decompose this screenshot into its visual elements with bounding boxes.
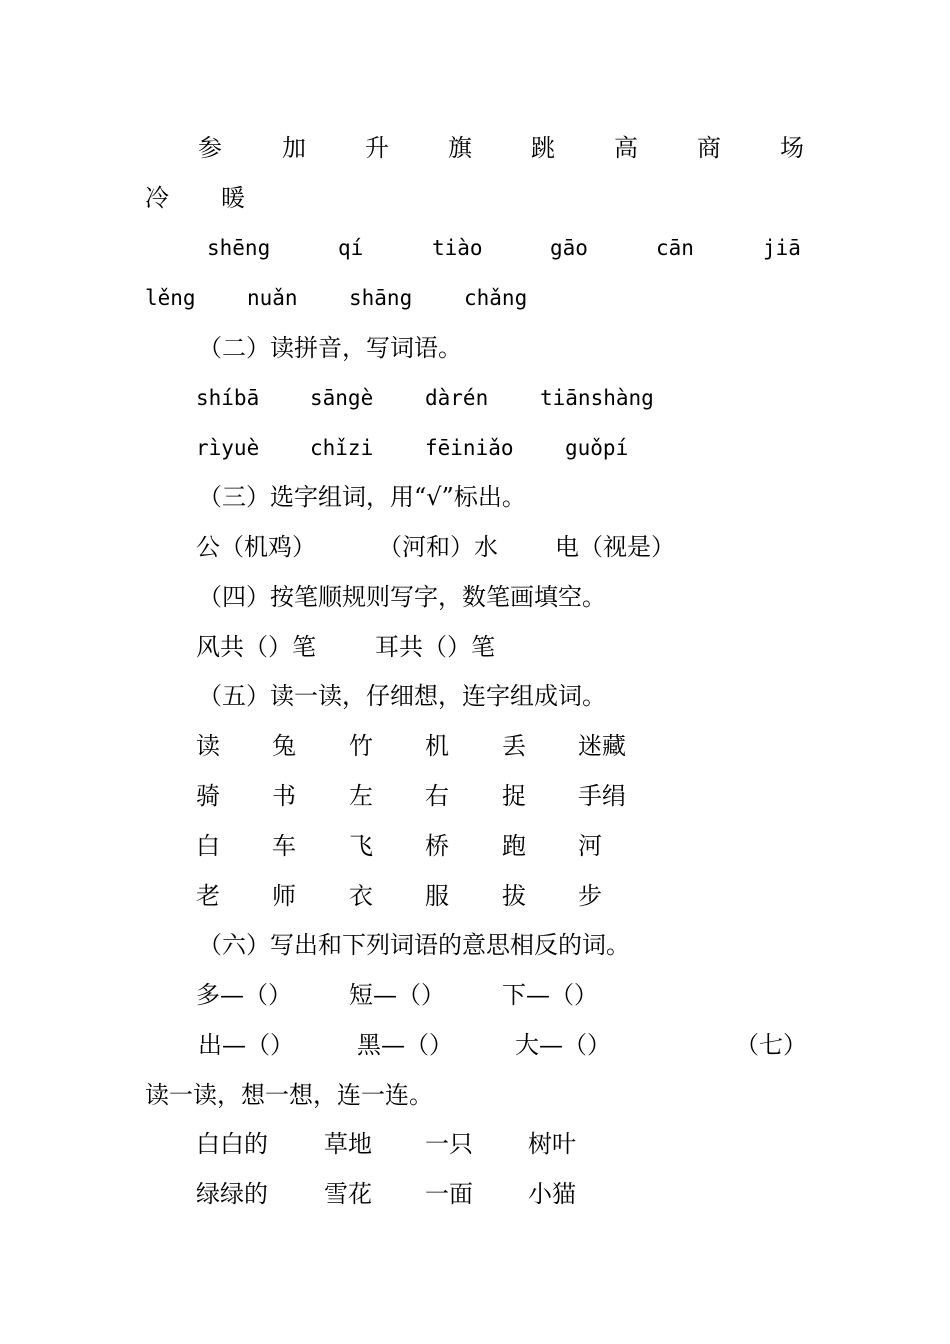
char: 冷 <box>145 184 169 212</box>
char: 暖 <box>221 184 245 212</box>
item: 电（视是） <box>555 533 675 561</box>
char: 服 <box>425 882 449 910</box>
item: 出—（） <box>198 1031 294 1059</box>
item: 白白的 <box>196 1130 268 1158</box>
char: 参 <box>198 134 222 162</box>
pinyin: shēng <box>207 236 271 260</box>
char: 场 <box>780 134 804 162</box>
item: 小猫 <box>528 1180 576 1208</box>
char: 老 <box>196 882 220 910</box>
pinyin: shāng <box>349 286 413 310</box>
item: 一面 <box>425 1180 473 1208</box>
char: 拔 <box>502 882 526 910</box>
heading-text: （二）读拼音，写词语。 <box>198 334 462 362</box>
pinyin: nuǎn <box>247 286 298 310</box>
pinyin: jiā <box>763 236 801 260</box>
pinyin: gāo <box>550 236 588 260</box>
pinyin: rìyuè <box>196 436 260 460</box>
char: 书 <box>272 782 296 810</box>
char: 商 <box>697 134 721 162</box>
pinyin: guǒpí <box>565 436 629 460</box>
char: 手绢 <box>578 782 626 810</box>
char: 跳 <box>531 134 555 162</box>
heading-text: （五）读一读，仔细想，连字组成词。 <box>198 682 606 710</box>
char: 机 <box>425 732 449 760</box>
char: 读 <box>196 732 220 760</box>
char: 骑 <box>196 782 220 810</box>
char: 右 <box>425 782 449 810</box>
pinyin: shíbā <box>196 386 260 410</box>
item: 短—（） <box>349 981 445 1009</box>
char: 丢 <box>502 732 526 760</box>
pinyin: lěng <box>145 286 196 310</box>
item: 黑—（） <box>357 1031 453 1059</box>
char: 升 <box>365 134 389 162</box>
pinyin: tiào <box>432 236 483 260</box>
pinyin: qí <box>338 236 364 260</box>
char: 车 <box>272 832 296 860</box>
pinyin: fēiniǎo <box>425 436 514 460</box>
char: 衣 <box>349 882 373 910</box>
char: 左 <box>349 782 373 810</box>
char: 桥 <box>425 832 449 860</box>
item: 绿绿的 <box>196 1180 268 1208</box>
item: （河和）水 <box>378 533 498 561</box>
pinyin: sāngè <box>310 386 374 410</box>
heading-text: （三）选字组词，用“√”标出。 <box>198 483 526 511</box>
pinyin: chǎng <box>464 286 528 310</box>
item: 下—（） <box>502 981 598 1009</box>
char: 跑 <box>502 832 526 860</box>
pinyin: chǐzi <box>310 436 374 460</box>
item: 大—（） <box>515 1031 611 1059</box>
char: 旗 <box>448 134 472 162</box>
char: 河 <box>578 832 602 860</box>
item: 雪花 <box>324 1180 372 1208</box>
section-7-heading-prefix: （七） <box>735 1031 807 1059</box>
item: 耳共（）笔 <box>375 633 495 661</box>
heading-text: （四）按笔顺规则写字，数笔画填空。 <box>198 583 606 611</box>
item: 公（机鸡） <box>196 533 316 561</box>
pinyin: dàrén <box>425 386 489 410</box>
pinyin: cān <box>656 236 694 260</box>
pinyin: tiānshàng <box>540 386 654 410</box>
char: 竹 <box>349 732 373 760</box>
char: 加 <box>282 134 306 162</box>
char: 迷藏 <box>578 732 626 760</box>
char: 师 <box>272 882 296 910</box>
item: 多—（） <box>196 981 292 1009</box>
item: 一只 <box>425 1130 473 1158</box>
item: 树叶 <box>528 1130 576 1158</box>
item: 草地 <box>324 1130 372 1158</box>
char: 捉 <box>502 782 526 810</box>
char: 飞 <box>349 832 373 860</box>
char: 白 <box>196 832 220 860</box>
char: 兔 <box>272 732 296 760</box>
char: 步 <box>578 882 602 910</box>
heading-text: 读一读，想一想，连一连。 <box>145 1081 433 1109</box>
item: 风共（）笔 <box>196 633 316 661</box>
char: 高 <box>614 134 638 162</box>
heading-text: （六）写出和下列词语的意思相反的词。 <box>198 931 630 959</box>
